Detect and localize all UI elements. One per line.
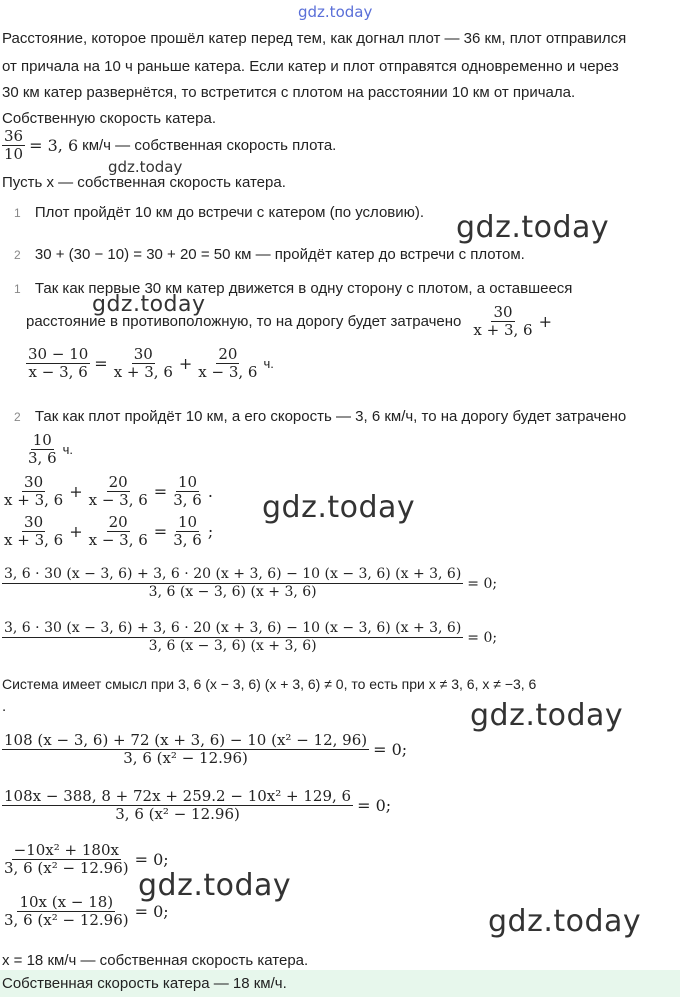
equation-common-2: 3, 6 · 30 (x − 3, 6) + 3, 6 · 20 (x + 3, 6) − 10 (x − 3, 6) (x + 3, 6) 3, 6 (x − 3, 6) (x + 3, 6) = 0; [4, 620, 498, 654]
step-2: 2 30 + (30 − 10) = 30 + 20 = 50 км — пройдёт катер до встречи с плотом. [14, 246, 525, 263]
problem-line-3: 30 км катер развернётся, то встретится с плотом на расстоянии 10 км от причала. [2, 84, 576, 101]
equation-main-1: $\frac{30}{x + 3, 6}$ + $\frac{20}{x - 3, 6}$ = $\frac{10}{3, 6}$ . [4, 473, 213, 509]
system-dot: . [2, 698, 7, 715]
watermark-top: gdz.today [298, 3, 373, 21]
watermark-5: gdz.today [138, 868, 292, 903]
equation-boat-time: $\frac{30 - 10}{x - 3, 6}$ = $\frac{30}{x + 3, 6}$ + $\frac{20}{x - 3, 6}$ ч. [28, 345, 274, 381]
equation-common-1: 3, 6 · 30 (x − 3, 6) + 3, 6 · 20 (x + 3, 6) − 10 (x − 3, 6) (x + 3, 6) 3, 6 (x − 3, 6) (x + 3, 6) = 0; [4, 566, 498, 600]
equation-expand-4: $\frac{10x (x - 18)}{\text{3, 6 (x² − 12.96)}}$ = 0; [4, 893, 169, 929]
equation-main-2: $\frac{30}{x + 3, 6}$ + $\frac{20}{x - 3, 6}$ = $\frac{10}{3, 6}$ ; [4, 513, 214, 549]
equation-expand-1: $\frac{\text{108 (x − 3, 6) + 72 (x + 3, 6) − 10 (x² − 12, 96)}}{\text{3, 6 (x² − 12.96)}}$ = 0; [4, 731, 408, 767]
step-4: 2 Так как плот пройдёт 10 км, а его скорость — 3, 6 км/ч, то на дорогу будет затрачено [14, 408, 627, 425]
watermark-4: gdz.today [470, 698, 624, 733]
answer-text: Собственная скорость катера — 18 км/ч. [2, 975, 287, 992]
let-line: Пусть x — собственная скорость катера. [2, 174, 286, 191]
equation-raft-time: $\frac{10}{3, 6}$ ч. [28, 431, 74, 467]
equation-expand-3: $\frac{\text{−10x² + 180x}}{\text{3, 6 (x² − 12.96)}}$ = 0; [4, 841, 169, 877]
watermark-2: gdz.today [92, 292, 206, 317]
problem-line-2: от причала на 10 ч раньше катера. Если катер и плот отправятся одновременно и через [2, 58, 619, 75]
system-line: Система имеет смысл при 3, 6 (x − 3, 6) (x + 3, 6) ≠ 0, то есть при x ≠ 3, 6, x ≠ −3, 6 [2, 676, 537, 692]
problem-line-4: Собственную скорость катера. [2, 110, 217, 127]
raft-speed-line: $\frac{36}{10}$ = 3, 6 км/ч — собственная скорость плота. [4, 127, 337, 163]
equation-expand-2: $\frac{\text{108x − 388, 8 + 72x + 259.2 − 10x² + 129, 6}}{\text{3, 6 (x² − 12.96)}}$ = 0; [4, 787, 392, 823]
step-1: 1 Плот пройдёт 10 км до встречи с катером (по условию). [14, 204, 425, 221]
watermark-3: gdz.today [262, 490, 416, 525]
problem-line-1: Расстояние, которое прошёл катер перед тем, как догнал плот — 36 км, плот отправился [2, 30, 627, 47]
raft-speed-fraction: $\frac{36}{10}$ [4, 127, 24, 163]
answer-box [0, 970, 680, 997]
watermark-6: gdz.today [488, 904, 642, 939]
watermark-1: gdz.today [456, 210, 610, 245]
result-line: x = 18 км/ч — собственная скорость катера. [2, 952, 309, 969]
watermark-small: gdz.today [108, 158, 183, 176]
step-3: 1 Так как первые 30 км катер движется в одну сторону с плотом, а оставшееся [14, 280, 573, 297]
step-3-continued: расстояние в противоположную, то на дорогу будет затрачено $\frac{30}{x + 3, 6}$ + [26, 303, 552, 339]
